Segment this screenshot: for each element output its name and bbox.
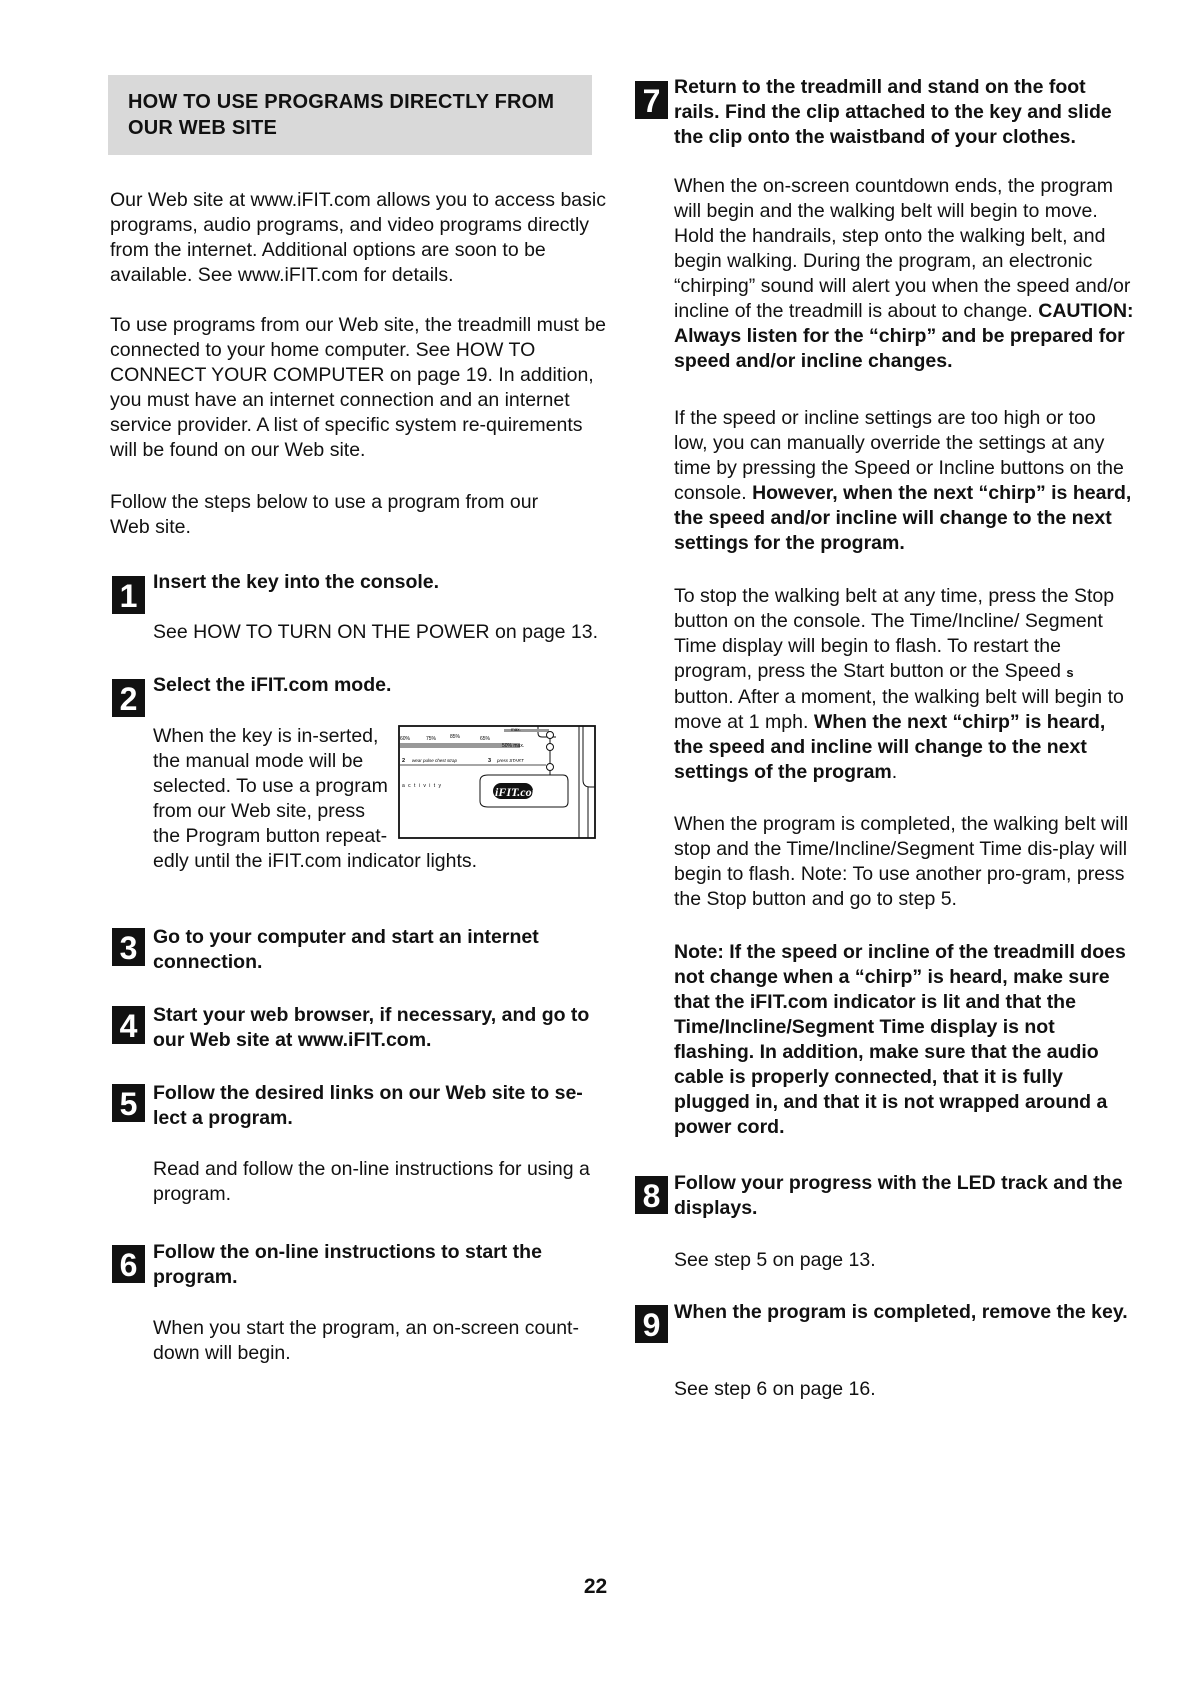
step-title-4: Start your web browser, if necessary, and go to our Web site at www.iFIT.com. — [153, 1004, 590, 1051]
step-number-7: 7 — [635, 81, 668, 119]
step7-paragraph-1 — [674, 174, 1136, 374]
up-arrow-icon: s — [1066, 665, 1074, 680]
caution-text: CAUTION: Always listen for the “chirp” and be prepared for speed and/or incline changes. — [674, 300, 1134, 372]
console-label: 75% — [426, 736, 437, 742]
step-body-5: Read and follow the on-line instructions for using a program. — [153, 1158, 590, 1205]
console-label: wear pulse chest strap — [412, 758, 458, 763]
step-number-8: 8 — [635, 1176, 668, 1214]
page-number: 22 — [583, 1575, 608, 1598]
step7-paragraph-3 — [674, 584, 1134, 785]
step-number-4: 4 — [112, 1006, 145, 1044]
ifit-logo-text: iFIT.com — [495, 785, 541, 799]
step7-paragraph-4: When the program is completed, the walking belt will stop and the Time/Incline/Segment Time dis-play will begin to flash. Note: To use another pro-gram, press the Stop button and go to step 5. — [674, 813, 1129, 910]
step-title-6: Follow the on-line instructions to start the program. — [153, 1241, 542, 1288]
step7-p1-text: When the on-screen countdown ends, the program will begin and the walking belt will begin to move. Hold the handrails, step onto the walking belt, and begin walking. During the program, an electronic “chirping” sound will alert you when the speed and/or incline of the treadmill is about to change. — [674, 175, 1131, 322]
step7-p3-end: . — [891, 761, 898, 783]
step7-p3-text: To stop the walking belt at any time, press the Stop button on the console. The Time/Incline/ Segment Time display will begin to flash. To restart the program, press the Start button or the Speed — [674, 585, 1115, 682]
step-title-8: Follow your progress with the LED track and the displays. — [674, 1172, 1123, 1219]
step-number-5: 5 — [112, 1084, 145, 1122]
console-label: 2 — [402, 758, 406, 764]
console-label: press START — [497, 758, 524, 763]
indicator-light — [547, 764, 554, 771]
step-number-1: 1 — [112, 576, 145, 614]
console-label: 60% — [400, 736, 411, 742]
step-title-2: Select the iFIT.com mode. — [153, 674, 392, 696]
intro-paragraph-3: Follow the steps below to use a program from our Web site. — [110, 491, 539, 538]
step-number-6: 6 — [112, 1245, 145, 1283]
console-label: 65% — [480, 736, 491, 742]
indicator-light — [547, 732, 554, 739]
step-body-1: See HOW TO TURN ON THE POWER on page 13. — [153, 621, 599, 643]
step-title-3: Go to your computer and start an internet connection. — [153, 926, 539, 973]
step7-p2-text: If the speed or incline settings are too high or too low, you can manually override the settings at any time by pressing the Speed or Incline buttons on the console. — [674, 407, 1124, 504]
console-label: 50% max. — [502, 743, 525, 749]
step-body-6: When you start the program, an on-screen count-down will begin. — [153, 1317, 579, 1364]
console-label: 3 — [488, 758, 492, 764]
indicator-light — [547, 744, 554, 751]
console-label: 85% — [450, 734, 461, 740]
step-title-7: Return to the treadmill and stand on the foot rails. Find the clip attached to the key and slide the clip onto the waistband of your clothes. — [674, 76, 1112, 148]
step-title-5: Follow the desired links on our Web site to se-lect a program. — [153, 1082, 583, 1129]
step-number-3: 3 — [112, 928, 145, 966]
step7-p3-bold: When the next “chirp” is heard, the speed and incline will change to the next settings of the program — [674, 711, 1106, 783]
step-number-2: 2 — [112, 679, 145, 717]
step-body-8: See step 5 on page 13. — [674, 1249, 876, 1271]
intro-paragraph-1: Our Web site at www.iFIT.com allows you to access basic programs, audio programs, and video programs directly from the internet. Additional options are soon to be available. See www.iFIT.com for details. — [110, 189, 606, 286]
step7-p2-bold: However, when the next “chirp” is heard, the speed and/or incline will change to the next settings for the program. — [674, 482, 1132, 554]
step-body-2-text: When the key is in-serted, the manual mode will be selected. To use a program from our Web site, press the Program button repeat-edly until the iFIT.com indicator lights. — [153, 725, 478, 872]
note-paragraph: Note: If the speed or incline of the treadmill does not change when a “chirp” is heard, make sure that the iFIT.com indicator is lit and that the Time/Incline/Segment Time display is not flashing. In addition, make sure that the audio cable is properly connected, that it is fully plugged in, and that it is not wrapped around a power cord. — [674, 941, 1126, 1138]
step-title-9: When the program is completed, remove the key. — [674, 1301, 1128, 1323]
step-title-1: Insert the key into the console. — [153, 571, 440, 593]
step7-paragraph-2 — [674, 406, 1134, 556]
step-number-9: 9 — [635, 1305, 668, 1343]
step-body-9: See step 6 on page 16. — [674, 1378, 876, 1400]
step7-p3-text-2: button. After a moment, the walking belt will begin to move at 1 mph. — [674, 686, 1124, 733]
section-heading: HOW TO USE PROGRAMS DIRECTLY FROM OUR WEB SITE — [108, 75, 592, 155]
console-illustration — [398, 725, 596, 839]
console-label: max. — [511, 727, 521, 732]
console-label: a c t i v i t y — [402, 783, 443, 789]
intro-paragraph-2: To use programs from our Web site, the treadmill must be connected to your home computer. See HOW TO CONNECT YOUR COMPUTER on page 19. In addition, you must have an internet connection and an internet service provider. A list of specific system re-quirements will be found on our Web site. — [110, 314, 607, 461]
